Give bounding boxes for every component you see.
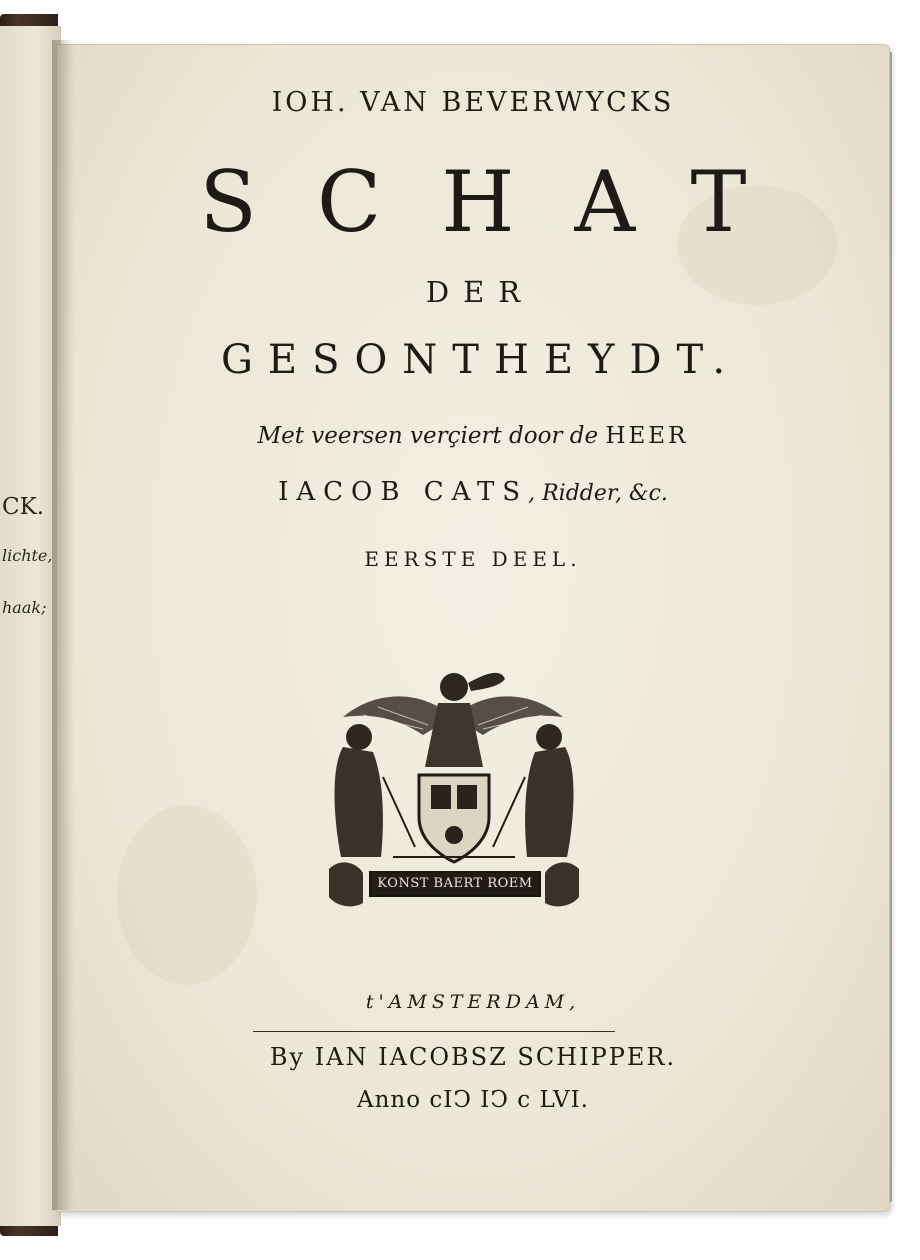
facing-page-line: haak; xyxy=(2,598,47,617)
title-connector: DER xyxy=(425,275,535,309)
poet-line xyxy=(57,477,889,507)
imprint-city: t'AMSTERDAM, xyxy=(365,991,581,1013)
main-title: SCHAT xyxy=(199,153,807,251)
imprint-printer: By IAN IACOBSZ SCHIPPER. xyxy=(269,1043,677,1071)
volume-line: EERSTE DEEL. xyxy=(364,547,582,571)
printers-device xyxy=(323,657,585,913)
poet-suffix: , Ridder, &c. xyxy=(528,481,668,506)
verse-line xyxy=(57,423,889,449)
poet-name: IACOB CATS xyxy=(278,477,529,507)
paper-stain xyxy=(117,805,257,985)
subtitle: GESONTHEYDT. xyxy=(220,337,741,383)
title-page xyxy=(56,44,890,1212)
author-line: IOH. VAN BEVERWYCKS xyxy=(271,87,675,118)
imprint-year: Anno cIↃ IↃ c LVI. xyxy=(356,1087,589,1113)
verse-line-caps: HEER xyxy=(605,423,689,449)
facing-page-line: lichte, xyxy=(2,546,53,565)
verse-line-italic: Met veersen verçiert door de xyxy=(257,423,599,449)
printers-motto: KONST BAERT ROEM xyxy=(369,871,541,897)
gutter-shadow xyxy=(52,40,74,1210)
imprint-rule xyxy=(253,1031,615,1032)
facing-page-line: CK. xyxy=(2,494,45,520)
